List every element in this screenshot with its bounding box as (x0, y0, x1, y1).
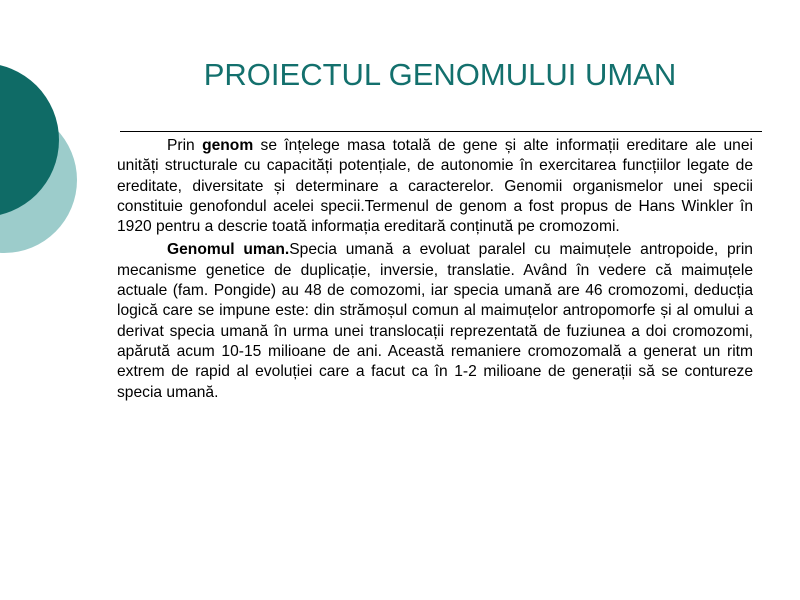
slide-body (117, 136, 753, 406)
paragraph-text: Specia umană a evoluat paralel cu maimuțele antropoide, prin mecanisme genetice de duplicație, inversie, translatie. Având în vedere că maimuțele actuale (fam. Pongide) au 48 de comozomi, iar specia umană are 46 cromozomi, deducția logică care se impune este: din strămoșul comun al maimuțelor antropomorfe și al omului a derivat specia umană în urma unei translocații reprezentată de fuziunea a doi cromozomi, apărută acum 10-15 milioane de ani. Această remaniere cromozomală a generat un ritm extrem de rapid al evoluției care a facut ca în 1-2 milioane de generații să se contureze specia umană. (117, 241, 753, 401)
title-divider (120, 131, 762, 132)
paragraph-text: se înțelege masa totală de gene și alte informații ereditare ale unei unități structurale cu capacități potențiale, de autonomie în exercitarea funcțiilor legate de ereditate, diversitate și determinare a caracterelor. Genomii organismelor unei specii constituie genofondul acelei specii.Termenul de genom a fost propus de Hans Winkler în 1920 pentru a descrie toată informația ereditară conținută pe cromozomi. (117, 137, 753, 236)
paragraph-genomul-uman (117, 240, 753, 402)
term-genomul-uman: Genomul uman. (167, 241, 290, 259)
term-genom: genom (202, 137, 254, 154)
slide-title: PROIECTUL GENOMULUI UMAN (203, 57, 677, 92)
paragraph-genom (117, 136, 753, 237)
paragraph-lead: Prin (167, 137, 203, 154)
